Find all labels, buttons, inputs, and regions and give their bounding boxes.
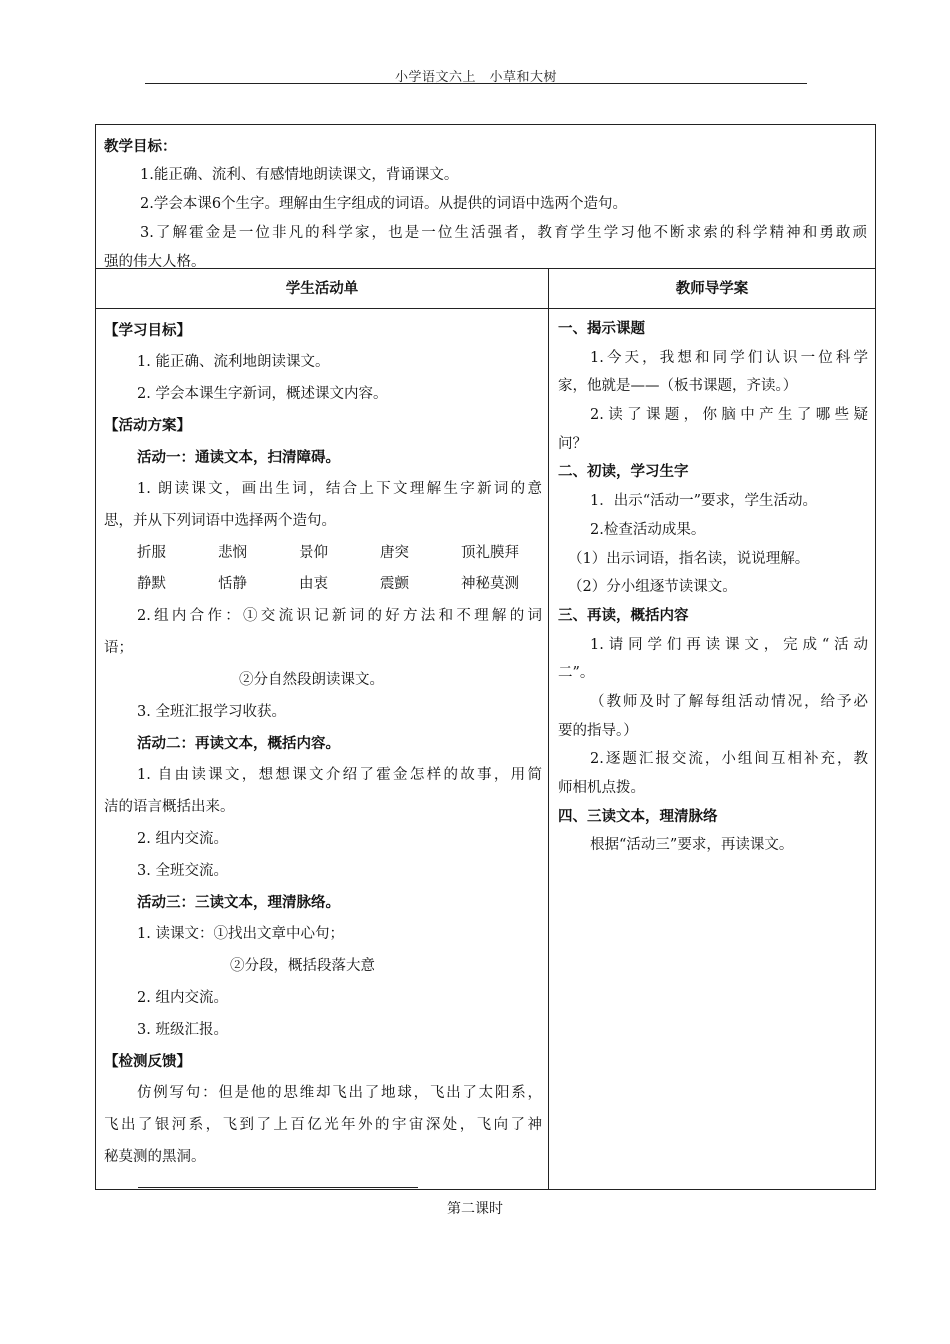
feedback-text: 秘莫测的黑洞。 [104, 1148, 206, 1165]
column-header-row [96, 269, 875, 309]
guide-text: 要的指导。） [558, 722, 638, 739]
guide-text: 2.逐题汇报交流，小组间互相补充，教 [590, 751, 868, 768]
guide-text: 1．出示“活动一”要求，学生活动。 [590, 493, 818, 510]
teacher-guide-header: 教师导学案 [675, 280, 749, 297]
activity-one-title: 活动一：通读文本，扫清障碍。 [137, 449, 340, 467]
column-divider [548, 269, 549, 1189]
running-header: 小学语文六上 小草和大树 [394, 70, 557, 85]
guide-text: 1.今天，我想和同学们认识一位科学 [590, 349, 868, 366]
answer-line [138, 1187, 418, 1188]
section-heading: 四、三读文本，理清脉络 [558, 807, 718, 825]
goal-item: 1.能正确、流利、有感情地朗读课文，背诵课文。 [140, 167, 459, 183]
section-heading: 一、揭示课题 [558, 320, 645, 337]
goal-item: 2.学会本课6个生字。理解由生字组成的词语。从提供的词语中选两个造句。 [140, 196, 628, 212]
activity-plan-heading: 【活动方案】 [104, 417, 191, 435]
word-list-row [104, 569, 542, 601]
activity-text: 1. 自由读课文，想想课文介绍了霍金怎样的故事，用简 [137, 767, 542, 784]
activity-text: 3. 班级汇报。 [137, 1021, 228, 1038]
activity-text: 3. 全班交流。 [137, 862, 228, 879]
learning-goal-heading: 【学习目标】 [104, 322, 191, 339]
activity-three-title: 活动三：三读文本，理清脉络。 [137, 894, 340, 912]
activity-text: 语； [104, 639, 133, 656]
guide-text: （1）出示词语，指名读，说说理解。 [568, 550, 810, 567]
lesson-plan-table [95, 124, 876, 1190]
guide-text: （教师及时了解每组活动情况，给予必 [590, 693, 868, 710]
guide-text: （2）分小组逐节读课文。 [568, 579, 737, 596]
guide-text: 问？ [558, 435, 587, 452]
vocab-word: 景仰 [299, 544, 328, 561]
section-heading: 二、初读，学习生字 [558, 463, 689, 481]
activity-text: 2.组内合作：①交流识记新词的好方法和不理解的词 [137, 608, 542, 625]
vocab-word: 恬静 [218, 576, 247, 593]
activity-text: 3. 全班汇报学习收获。 [137, 703, 286, 720]
student-activity-header: 学生活动单 [285, 280, 359, 297]
header-rule [145, 83, 807, 84]
activity-two-title: 活动二：再读文本，概括内容。 [137, 735, 340, 753]
guide-text: 2.检查活动成果。 [590, 521, 706, 538]
teacher-guide-column [558, 315, 868, 860]
feedback-text: 飞出了银河系，飞到了上百亿光年外的宇宙深处，飞向了神 [104, 1116, 542, 1133]
guide-text: 家，他就是——（板书课题，齐读。） [558, 378, 798, 395]
vocab-word: 静默 [137, 576, 166, 593]
goal-item: 强的伟大人格。 [104, 254, 206, 270]
activity-text: 2. 组内交流。 [137, 830, 228, 847]
vocab-word: 唐突 [380, 544, 409, 561]
activity-text: 2. 组内交流。 [137, 989, 228, 1006]
guide-text: 师相机点拨。 [558, 780, 645, 796]
guide-text: 2.读了课题，你脑中产生了哪些疑 [590, 407, 868, 424]
word-list-row [104, 538, 542, 570]
vocab-word: 顶礼膜拜 [461, 544, 519, 561]
section-heading: 三、再读，概括内容 [558, 606, 689, 624]
teaching-goals [96, 125, 875, 269]
vocab-word: 神秘莫测 [461, 576, 519, 593]
activity-text: ②分自然段朗读课文。 [239, 671, 384, 688]
learning-goal-item: 1. 能正确、流利地朗读课文。 [137, 353, 330, 370]
vocab-word: 折服 [137, 544, 166, 561]
activity-text: 洁的语言概括出来。 [104, 798, 235, 815]
activity-text: 思，并从下列词语中选择两个造句。 [104, 512, 336, 529]
activity-text: 1. 读课文：①找出文章中心句； [137, 926, 344, 943]
activity-text: 1. 朗读课文，画出生词，结合上下文理解生字新词的意 [137, 480, 542, 497]
learning-goal-item: 2. 学会本课生字新词，概述课文内容。 [137, 385, 388, 402]
feedback-heading: 【检测反馈】 [104, 1053, 191, 1071]
guide-text: 二”。 [558, 665, 595, 682]
guide-text: 根据“活动三”要求，再读课文。 [590, 837, 794, 854]
page-footer: 第二课时 [447, 1201, 503, 1217]
vocab-word: 由衷 [299, 576, 328, 593]
vocab-word: 悲悯 [218, 544, 247, 561]
student-activity-column [104, 315, 542, 1174]
goals-heading: 教学目标： [104, 138, 177, 155]
feedback-text: 仿例写句：但是他的思维却飞出了地球，飞出了太阳系， [137, 1085, 542, 1102]
guide-text: 1.请同学们再读课文，完成“活动 [590, 636, 868, 653]
activity-text: ②分段，概括段落大意 [230, 957, 375, 974]
vocab-word: 震颤 [380, 576, 409, 593]
goal-item: 3.了解霍金是一位非凡的科学家，也是一位生活强者，教育学生学习他不断求索的科学精神和勇敢顽 [140, 225, 867, 241]
